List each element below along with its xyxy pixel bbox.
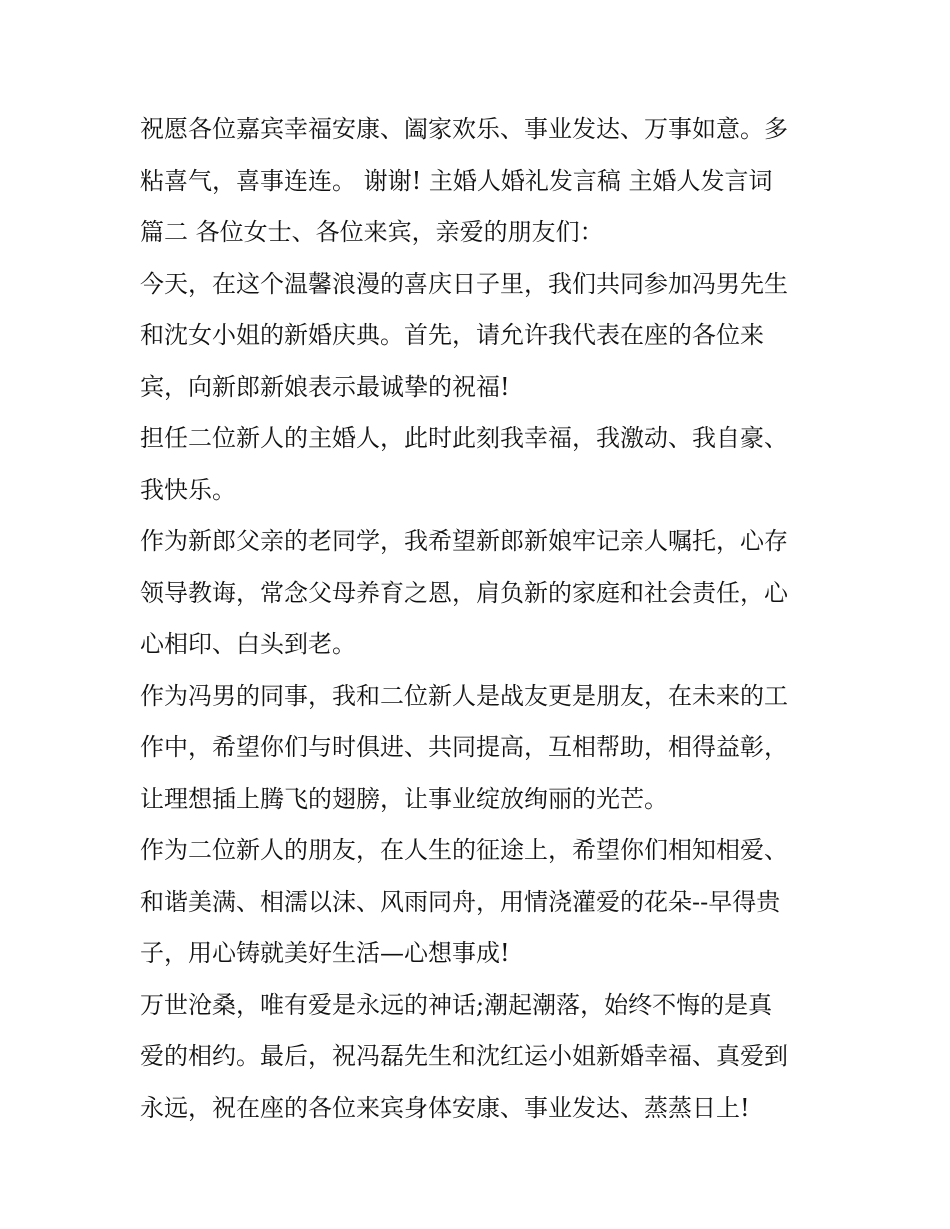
text-line: 粘喜气，喜事连连。 谢谢! 主婚人婚礼发言稿 主婚人发言词 [140,166,773,195]
text-line: 子，用心铸就美好生活—心想事成! [140,939,510,967]
document-body [140,104,815,1134]
text-line: 万世沧桑，唯有爱是永远的神话;潮起潮落，始终不悔的是真 [140,990,773,1019]
text-line: 爱的相约。最后，祝冯磊先生和沈红运小姐新婚幸福、真爱到 [140,1042,788,1070]
text-line: 作为二位新人的朋友，在人生的征途上，希望你们相知相爱、 [140,836,788,864]
text-line: 永远，祝在座的各位来宾身体安康、事业发达、蒸蒸日上! [140,1093,750,1122]
text-line: 作为冯男的同事，我和二位新人是战友更是朋友，在未来的工 [140,681,788,710]
text-line: 领导教诲，常念父母养育之恩，肩负新的家庭和社会责任，心 [140,578,788,607]
text-line: 作为新郎父亲的老同学，我希望新郎新娘牢记亲人嘱托，心存 [140,527,788,555]
text-line: 和谐美满、相濡以沫、风雨同舟，用情浇灌爱的花朵--早得贵 [140,887,781,916]
text-line: 担任二位新人的主婚人，此时此刻我幸福，我激动、我自豪、 [140,424,788,452]
text-line: 作中，希望你们与时俱进、共同提高，互相帮助，相得益彰， [140,733,788,761]
text-line: 今天，在这个温馨浪漫的喜庆日子里，我们共同参加冯男先生 [140,269,788,298]
text-line: 我快乐。 [140,475,236,504]
text-line: 心相印、白头到老。 [140,630,356,658]
text-line: 宾，向新郎新娘表示最诚挚的祝福! [140,372,510,401]
text-line: 让理想插上腾飞的翅膀，让事业绽放绚丽的光芒。 [140,784,668,813]
text-line: 祝愿各位嘉宾幸福安康、阖家欢乐、事业发达、万事如意。多 [140,115,788,143]
text-line: 和沈女小姐的新婚庆典。首先，请允许我代表在座的各位来 [140,321,764,349]
text-line: 篇二 各位女士、各位来宾，亲爱的朋友们： [140,218,604,246]
